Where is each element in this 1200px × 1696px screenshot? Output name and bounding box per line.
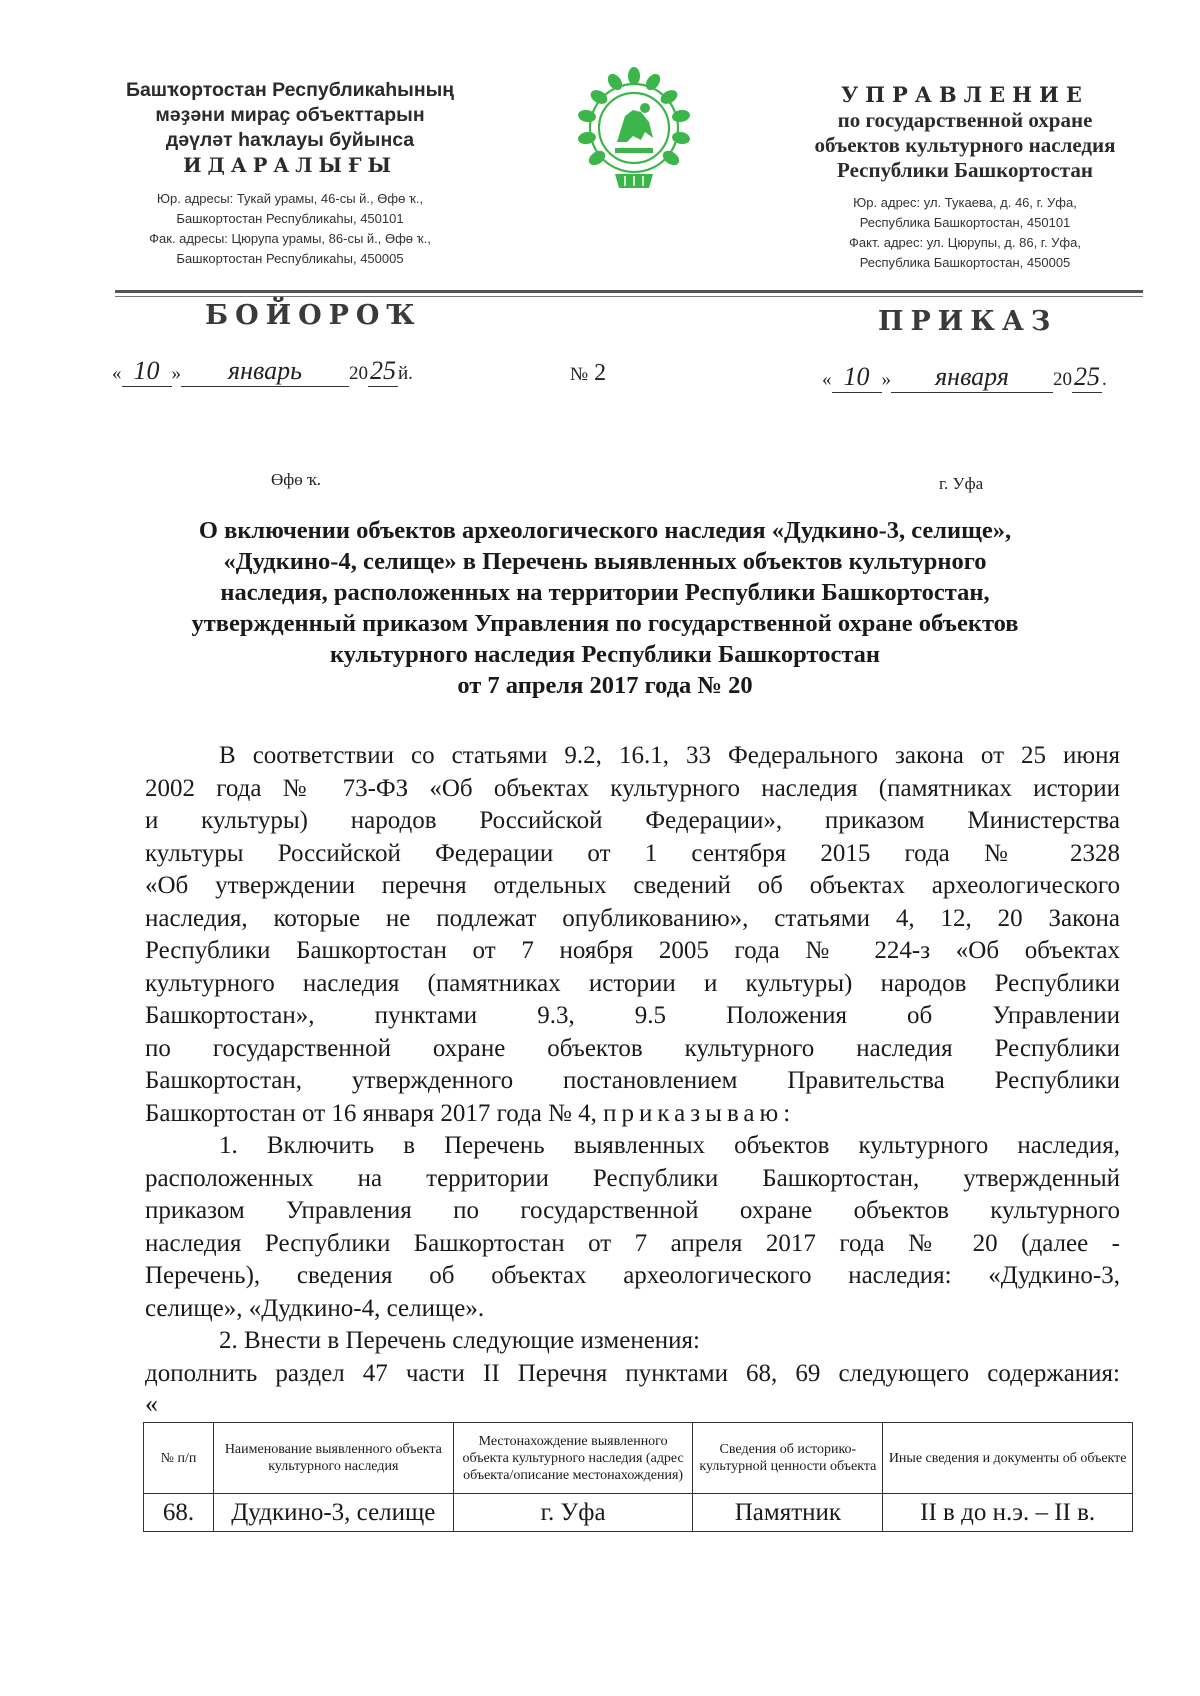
table-header-cell: Наименование выявленного объекта культурного наследия [213, 1423, 453, 1494]
date-ru-unit: . [1102, 369, 1107, 390]
city-ba: Өфө ҡ. [271, 470, 322, 489]
table-cell: II в до н.э. – II в. [883, 1494, 1133, 1532]
date-ru-year-suffix: 25 [1074, 362, 1100, 391]
preamble-paragraph [145, 740, 1120, 1130]
bashkortostan-emblem-icon [575, 66, 693, 194]
date-ru [822, 362, 1107, 393]
table-header-cell: Иные сведения и документы об объекте [883, 1423, 1133, 1494]
title-line: О включении объектов археологического наследия «Дудкино-3, селище», [198, 517, 1012, 544]
org-name-ba-line2: мәҙәни мираҫ объекттарын [155, 104, 425, 126]
body-line: культуры Российской Федерации от 1 сентября 2015 года № 2328 [145, 839, 1120, 867]
title-line: культурного наследия Республики Башкортостан [329, 641, 881, 668]
body-line: Башкортостан», пунктами 9.3, 9.5 Положения об Управлении [145, 1002, 1120, 1029]
doc-type-ru: ПРИКАЗ [878, 306, 1058, 337]
body-line: «Об утверждении перечня отдельных сведений об объектах археологического [145, 872, 1120, 899]
body-line: дополнить раздел 47 части II Перечня пунктами 68, 69 следующего содержания: [145, 1359, 1120, 1387]
order-word: приказываю: [603, 1099, 796, 1127]
address-ba-line2: Башкортостан Республикаһы, 450101 [176, 211, 404, 226]
address-ba-line4: Башкортостан Республикаһы, 450005 [176, 251, 404, 266]
table-header-cell: Сведения об историко-культурной ценности объекта [693, 1423, 883, 1494]
body-line: Республики Башкортостан от 7 ноября 2005 года № 224-з «Об объектах [145, 937, 1120, 964]
table-cell: Памятник [693, 1494, 883, 1532]
date-ba-open-quote: « [112, 363, 122, 384]
header-right-org [780, 82, 1150, 273]
body-line: расположенных на территории Республики Башкортостан, утвержденный [145, 1164, 1120, 1192]
org-name-ru-line1: УПРАВЛЕНИЕ [841, 82, 1089, 107]
doc-type-ba: БОЙОРОҠ [205, 300, 422, 331]
org-name-ru-line3: объектов культурного наследия [814, 133, 1116, 157]
table-header-cell: № п/п [144, 1423, 214, 1494]
date-ba-year-prefix: 20 [349, 363, 368, 384]
decree-number [570, 360, 606, 387]
table-row [144, 1494, 1133, 1532]
address-ba-line3: Фак. адресы: Цюрупа урамы, 86-сы й., Өфө ҡ., [149, 231, 431, 246]
body-line: 2002 года № 73-ФЗ «Об объектах культурного наследия (памятниках истории [145, 774, 1120, 802]
header-left-org [100, 78, 480, 269]
header-divider-thin [115, 296, 1143, 297]
date-ba-close-quote: » [171, 363, 181, 384]
opening-quote: « [145, 1389, 158, 1418]
date-ru-year-prefix: 20 [1053, 369, 1072, 390]
title-line: от 7 апреля 2017 года № 20 [457, 672, 753, 699]
item-1-paragraph [145, 1130, 1120, 1325]
body-line: 2. Внести в Перечень следующие изменения: [219, 1327, 701, 1354]
decree-title [130, 515, 1080, 701]
body-line: Башкортостан, утвержденного постановлением Правительства Республики [145, 1067, 1120, 1094]
org-name-ba-line3: дәүләт һаҡлауы буйынса [165, 129, 415, 151]
org-name-ba-line4: ИДАРАЛЫҒЫ [183, 154, 397, 177]
date-ru-day: 10 [832, 362, 882, 393]
table-cell: 68. [144, 1494, 214, 1532]
date-ba-month: январь [181, 356, 349, 387]
address-ba-line1: Юр. адресы: Тукай урамы, 46-сы й., Өфө ҡ., [156, 191, 424, 206]
date-ru-open-quote: « [822, 369, 832, 390]
date-ba-unit: й. [398, 363, 413, 384]
body-line [145, 1098, 1120, 1131]
table-header-row [144, 1423, 1133, 1494]
decree-number-label: № [570, 364, 589, 385]
table-cell: Дудкино-3, селище [213, 1494, 453, 1532]
date-ba-day: 10 [122, 356, 172, 387]
decree-number-value: 2 [594, 360, 607, 386]
body-line: по государственной охране объектов культурного наследия Республики [145, 1034, 1120, 1062]
org-name-ru-line4: Республики Башкортостан [837, 158, 1093, 182]
address-ru-line4: Республика Башкортостан, 450005 [859, 255, 1071, 270]
address-ru-line2: Республика Башкортостан, 450101 [859, 215, 1071, 230]
city-ru: г. Уфа [939, 474, 984, 493]
org-name-ba-line1: Башҡортостан Республикаһының [125, 79, 455, 101]
date-ru-month: января [891, 362, 1053, 393]
title-line: утвержденный приказом Управления по государственной охране объектов [191, 610, 1019, 637]
preamble-last-text: Башкортостан от 16 января 2017 года № 4, [145, 1099, 597, 1127]
body-line: культурного наследия (памятниках истории и культуры) народов Республики [145, 969, 1120, 997]
body-line: и культуры) народов Российской Федерации», приказом Министерства [145, 807, 1120, 834]
table-header-cell: Местонахождение выявленного объекта культурного наследия (адрес объекта/описание местонахождения) [453, 1423, 693, 1494]
address-ba [100, 189, 480, 269]
objects-table [143, 1422, 1133, 1532]
table-cell: г. Уфа [453, 1494, 693, 1532]
org-name-ru-line2: по государственной охране [837, 108, 1093, 132]
header-divider-thick [115, 290, 1143, 293]
address-ru-line1: Юр. адрес: ул. Тукаева, д. 46, г. Уфа, [853, 195, 1077, 210]
body-line: Перечень), сведения об объектах археологического наследия: «Дудкино-3, [145, 1262, 1120, 1289]
title-line: наследия, расположенных на территории Республики Башкортостан, [220, 579, 990, 606]
body-line: наследия, которые не подлежат опубликованию», статьями 4, 12, 20 Закона [145, 904, 1120, 932]
address-ru-line3: Факт. адрес: ул. Цюрупы, д. 86, г. Уфа, [849, 235, 1081, 250]
body-line: В соответствии со статьями 9.2, 16.1, 33 Федерального закона от 25 июня [219, 742, 1120, 769]
title-line: «Дудкино-4, селище» в Перечень выявленных объектов культурного [223, 548, 987, 575]
decree-body [145, 740, 1120, 1390]
body-line: наследия Республики Башкортостан от 7 апреля 2017 года № 20 (далее - [145, 1229, 1120, 1257]
date-ba-year-suffix: 25 [370, 356, 396, 385]
body-line: 1. Включить в Перечень выявленных объектов культурного наследия, [219, 1132, 1120, 1159]
item-2-paragraph [145, 1325, 1120, 1390]
body-line: селище», «Дудкино-4, селище». [145, 1294, 485, 1322]
body-line: приказом Управления по государственной охране объектов культурного [145, 1197, 1120, 1224]
date-ru-close-quote: » [881, 369, 891, 390]
date-ba [112, 356, 413, 387]
address-ru [780, 193, 1150, 273]
